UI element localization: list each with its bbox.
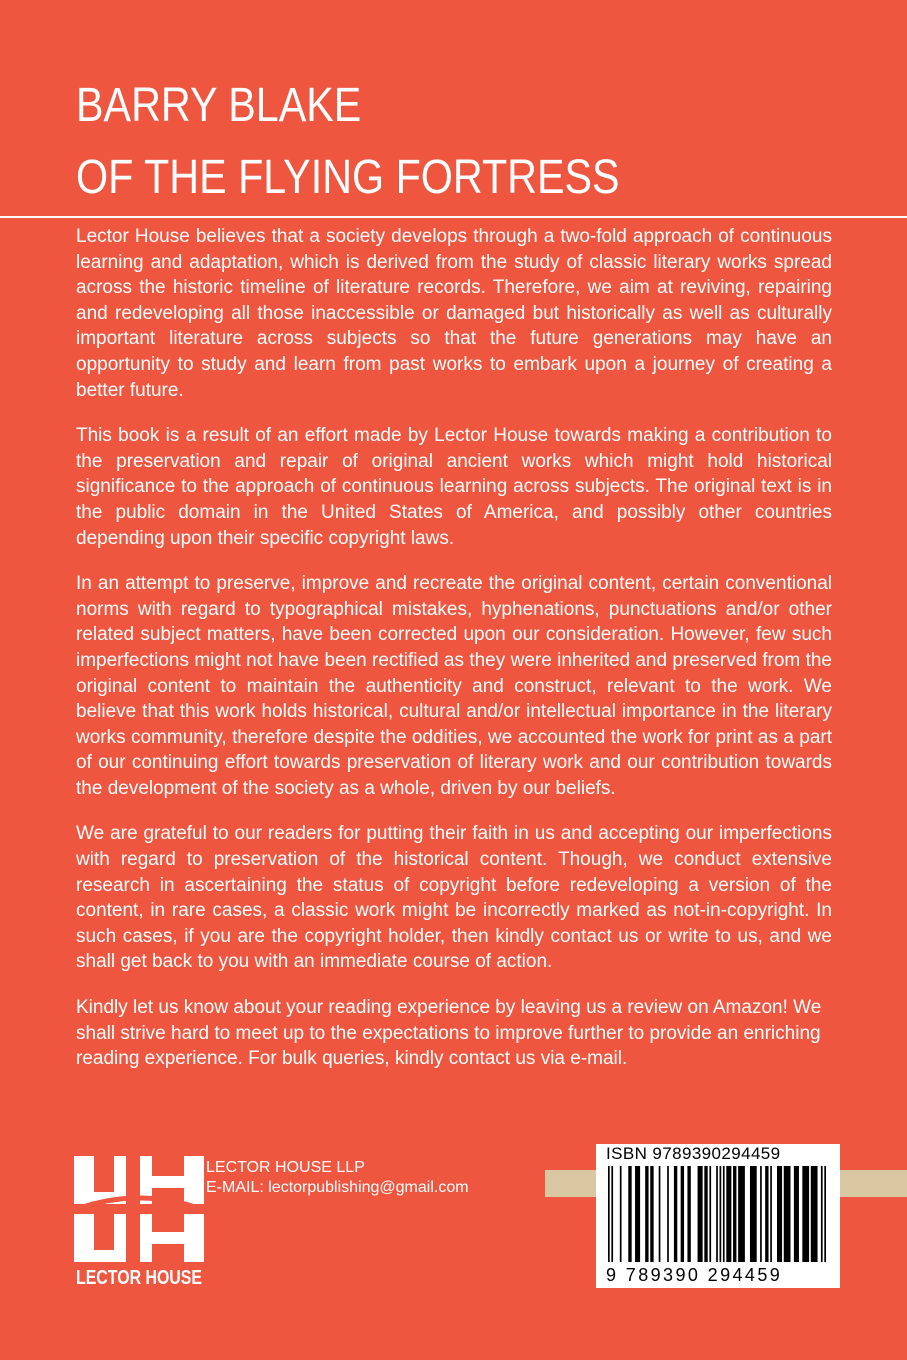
- barcode-bar: [687, 1166, 690, 1262]
- barcode-bar: [777, 1166, 782, 1262]
- title-divider: [0, 216, 907, 218]
- barcode-bar: [723, 1166, 725, 1262]
- barcode-bar: [738, 1166, 745, 1262]
- barcode-bar: [698, 1166, 703, 1262]
- barcode-bar: [667, 1166, 669, 1262]
- isbn-label: ISBN 9789390294459: [606, 1144, 781, 1163]
- barcode-bar: [704, 1166, 707, 1262]
- barcode-bar: [784, 1166, 791, 1262]
- book-title: [76, 70, 620, 214]
- barcode-bar: [733, 1166, 736, 1262]
- paragraph-review-request: Kindly let us know about your reading experience by leaving us a review on Amazon! We shall strive hard to meet up to the expectations to improve further to provide an enriching reading experience. For bulk queries, kindly contact us via e-mail.: [76, 997, 822, 1070]
- logo-wordmark: LECTOR HOUSE: [76, 1267, 202, 1289]
- barcode-bar: [770, 1166, 772, 1262]
- barcode-bar: [716, 1166, 718, 1262]
- paragraph-mission: Lector House believes that a society develops through a two-fold approach of continuous learning and adaptation, which is derived from the study of classic literary works spread across the historic timeline of literature records. Therefore, we aim at reviving, repairing and redeveloping all those inaccessible or damaged but historically as well as culturally important literature across subjects so that the future generations may have an opportunity to study and learn from past works to embark upon a journey of creating a better future.: [76, 226, 832, 401]
- publisher-email: E-MAIL: lectorpublishing@gmail.com: [206, 1179, 469, 1196]
- barcode-bar: [821, 1166, 823, 1262]
- lector-house-logo: [74, 1156, 204, 1288]
- paragraph-about-book: This book is a result of an effort made by Lector House towards making a contribution to the preservation and repair of original ancient works which might hold historical significance to the approach of continuous learning across subjects. The original text is in the public domain in the United States of America, and possibly other countries depending upon their specific copyright laws.: [76, 425, 832, 549]
- paragraph-copyright-note: We are grateful to our readers for putting their faith in us and accepting our imperfections with regard to preservation of the historical content. Though, we conduct extensive research in ascertaining the status of copyright before redeveloping a version of the content, in rare cases, a classic work might be incorrectly marked as not-in-copyright. In such cases, if you are the copyright holder, then kindly contact us or write to us, and we shall get back to you with an immediate course of action.: [76, 823, 832, 973]
- isbn-barcode-block: [596, 1144, 840, 1288]
- barcode-bar: [645, 1166, 648, 1262]
- publisher-name: LECTOR HOUSE LLP: [206, 1159, 365, 1176]
- barcode-bar: [608, 1166, 610, 1262]
- isbn-digits: 9 789390 294459: [606, 1265, 783, 1285]
- barcode-bar: [635, 1166, 640, 1262]
- barcode-bar: [650, 1166, 653, 1262]
- barcode-icon: [604, 1164, 832, 1264]
- barcode-bar: [765, 1166, 768, 1262]
- barcode-bar: [726, 1166, 731, 1262]
- barcode-bar: [659, 1166, 661, 1262]
- barcode-bar: [681, 1166, 684, 1262]
- barcode-bar: [620, 1166, 622, 1262]
- barcode-bar: [760, 1166, 762, 1262]
- barcode-bar: [802, 1166, 809, 1262]
- barcode-bar: [709, 1166, 711, 1262]
- barcode-bar: [824, 1166, 826, 1262]
- title-line-2: OF THE FLYING FORTRESS: [76, 151, 620, 204]
- barcode-bar: [811, 1166, 818, 1262]
- publisher-info: [206, 1158, 469, 1198]
- barcode-bar: [750, 1166, 757, 1262]
- barcode-bar: [611, 1166, 613, 1262]
- barcode-bar: [794, 1166, 799, 1262]
- back-cover-text: [76, 224, 832, 1092]
- barcode-bar: [720, 1166, 722, 1262]
- barcode-bar: [674, 1166, 677, 1262]
- barcode-bar: [628, 1166, 631, 1262]
- paragraph-editorial-note: In an attempt to preserve, improve and recreate the original content, certain conventional norms with regard to typographical mistakes, hyphenations, punctuations and/or other related subject matters, have been corrected upon our consideration. However, few such imperfections might not have been rectified as they were inherited and preserved from the original content to maintain the authenticity and construct, relevant to the work. We believe that this work holds historical, cultural and/or intellectual importance in the literary works community, therefore despite the oddities, we accounted the work for print as a part of our continuing effort towards preservation of literary work and our contribution towards the development of the society as a whole, driven by our beliefs.: [76, 573, 832, 799]
- title-line-1: BARRY BLAKE: [76, 79, 362, 132]
